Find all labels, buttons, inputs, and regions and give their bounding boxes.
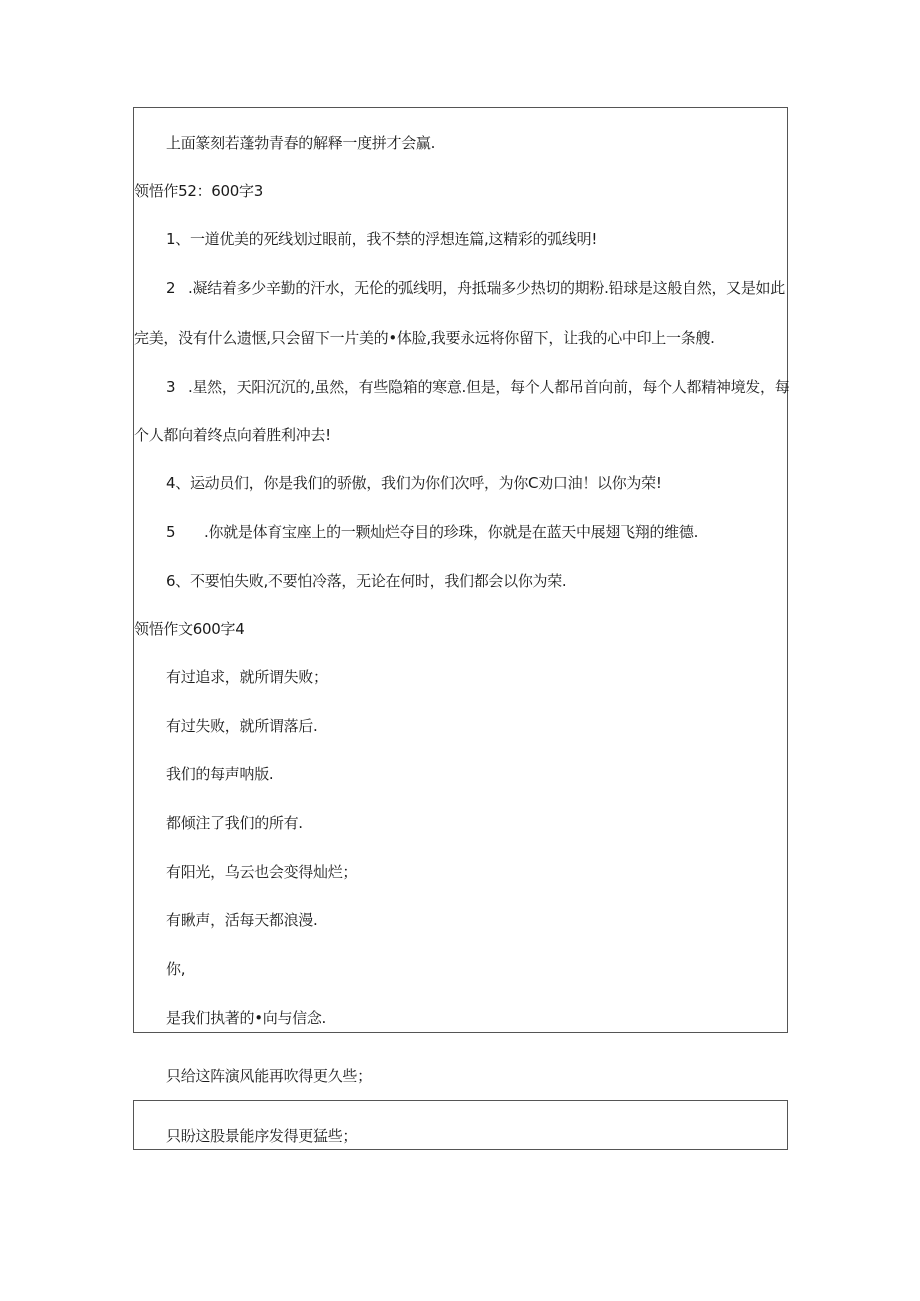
verse-line: 有过追求，就所谓失败；: [166, 668, 328, 686]
paragraph-number: 2: [166, 279, 176, 297]
section-heading: 领悟作52：600字3: [134, 182, 263, 200]
paragraph-number: 3: [166, 378, 176, 396]
paragraph-text: .星然，天阳沉沉的,虽然，有些隐箱的寒意.但是，每个人都吊首向前，每个人都精神境发，每: [188, 378, 790, 396]
verse-line: 只盼这股景能序发得更猛些；: [166, 1127, 358, 1145]
verse-line: 我们的每声呐版.: [166, 765, 274, 783]
paragraph-number: 5: [166, 523, 176, 541]
text-line: 6、不要怕失败,不要怕冷落，无论在何时，我们都会以你为荣.: [166, 572, 567, 590]
text-line: 完美，没有什么遗惬,只会留下一片美的•体脸,我要永远将你留下，让我的心中印上一条艘.: [134, 329, 715, 347]
paragraph-text: .你就是体育宝座上的一颗灿烂夺目的珍珠，你就是在蓝天中展翅飞翔的维德.: [204, 523, 699, 541]
verse-line: 只给这阵演风能再吹得更久些；: [166, 1067, 372, 1085]
paragraph-line: [166, 278, 785, 298]
verse-line: 你,: [166, 960, 186, 978]
text-line: 1、一道优美的死线划过眼前，我不禁的浮想连篇,这精彩的弧线明!: [166, 230, 598, 248]
verse-line: 都倾注了我们的所有.: [166, 814, 303, 832]
verse-line: 有过失败，就所谓落后.: [166, 717, 318, 735]
paragraph-line: [166, 522, 698, 542]
paragraph-line: [166, 377, 789, 397]
verse-line: 有阳光，乌云也会变得灿烂；: [166, 863, 358, 881]
verse-line: 是我们执著的•向与信念.: [166, 1009, 327, 1027]
paragraph-text: .凝结着多少辛勤的汗水，无伦的弧线明，舟抵瑞多少热切的期粉.铅球是这般自然，又是如此: [188, 279, 785, 297]
text-line: 4、运动员们，你是我们的骄傲，我们为你们次呼，为你C劝口油！以你为荣!: [166, 474, 662, 492]
verse-line: 有瞅声，活每天都浪漫.: [166, 911, 318, 929]
text-line: 个人都向着终点向着胜利冲去!: [134, 426, 331, 444]
section-heading: 领悟作文600字4: [134, 620, 245, 638]
text-line: 上面篆刻若蓬勃青春的解释一度拼才会赢.: [166, 134, 436, 152]
